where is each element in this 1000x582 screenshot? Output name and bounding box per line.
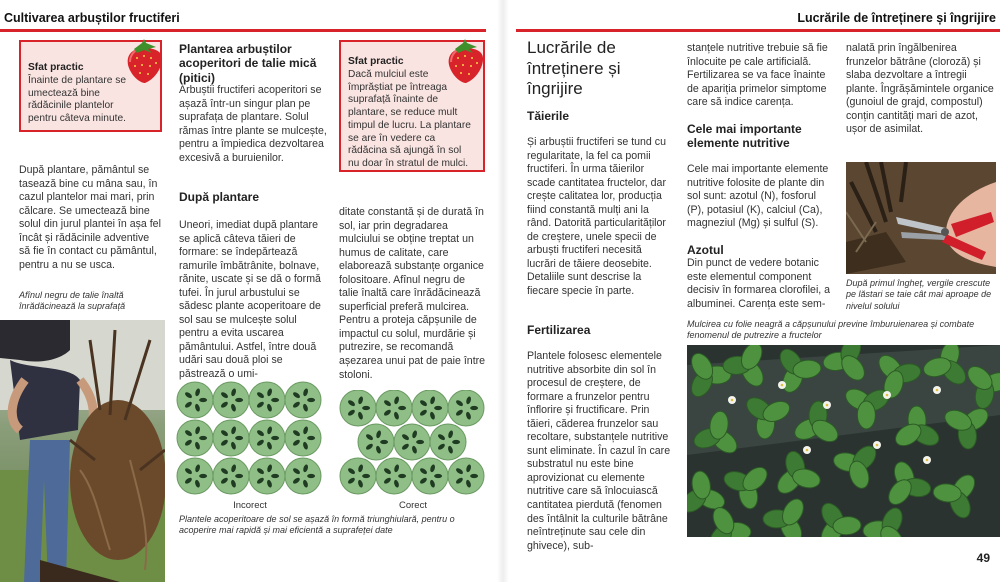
plant-circle bbox=[394, 424, 430, 460]
tip-text: Dacă mulciul este împrăștiat pe întreaga suprafață înainte de plantare, se reduce mult timpul de lucru. La plantare se are în vedere ca rădăcina să ajungă în sol nu doar în stratul de mulci. bbox=[348, 68, 471, 169]
fertilization-paragraph: Plantele folosesc elementele nutritive absorbite din sol în procesul de creștere, de formare a frunzelor pentru înflorire și fructificare. Prin tăieri, căderea frunzelor sau recoltare, substanțele nutritive sunt eliminate. În cazul în care substratul nu este bine aprovizionat cu elemente nutritive care să înlocuiască cantitatea pierdută (fenomen des întâlnit la culturile bătrâne neîntreținute sau cele din ghivece), sub- bbox=[527, 350, 671, 552]
section-title: Lucrările de întreținere și îngrijire bbox=[527, 38, 621, 99]
plant-circle bbox=[448, 458, 484, 494]
plant-circle bbox=[376, 390, 412, 426]
plant-circle bbox=[177, 382, 213, 418]
page-number: 49 bbox=[976, 551, 990, 565]
tip-title: Sfat practic bbox=[28, 62, 84, 73]
pruning-paragraph: Și arbuștii fructiferi se tund cu regularitate, la fel ca pomii fructiferi. În urma tăierilor scade cantitatea fructelor, dar crește calitatea lor, producția fiind constantă mulți ani la rând. Datorită particularităților de creștere, unele specii de arbuști fructiferi necesită lucrări de tăiere deosebite. Detaliile sunt descrise la fiecare specie în parte. bbox=[527, 136, 666, 298]
plant-circle bbox=[448, 390, 484, 426]
strawberry-icon bbox=[443, 38, 487, 84]
plant-circle bbox=[177, 420, 213, 456]
left-page-header: Cultivarea arbuștilor fructiferi bbox=[4, 11, 180, 25]
right-header-rule bbox=[516, 29, 1000, 32]
plant-circle bbox=[430, 424, 466, 460]
plant-circle bbox=[249, 382, 285, 418]
strawberry-icon bbox=[122, 38, 166, 84]
left-header-rule bbox=[0, 29, 486, 32]
col2-heading-planting: Plantarea arbuștilor acoperitori de talie mică (pitici) bbox=[179, 42, 317, 85]
page-gutter bbox=[497, 0, 509, 582]
plant-circle bbox=[358, 424, 394, 460]
plant-circle bbox=[340, 390, 376, 426]
plant-circle bbox=[412, 390, 448, 426]
blueberry-caption: Afînul negru de talie înaltă înrădăcinează la suprafață bbox=[19, 290, 126, 312]
heading-fertilization: Fertilizarea bbox=[527, 323, 591, 337]
plant-circle bbox=[249, 420, 285, 456]
grid-caption: Plantele acoperitoare de sol se așază în formă triunghiulară, pentru o acoperire mai rapidă și mai eficientă a suprafeței date bbox=[179, 514, 455, 536]
plant-circle bbox=[285, 458, 321, 494]
blueberry-planting-photo bbox=[0, 320, 165, 582]
heading-nutrients: Cele mai importante elemente nutritive bbox=[687, 122, 802, 151]
nitrogen-paragraph: Din punct de vedere botanic este elementul component decisiv în formarea clorofilei, a albuminei. Carența este sem- bbox=[687, 257, 831, 310]
mulch-caption: Mulcirea cu folie neagră a căpșunului previne îmburuienarea și combate fenomenul de putrezire a fructelor bbox=[687, 319, 975, 341]
pruning-caption: După primul îngheț, vergile crescute pe lăstari se taie cât mai aproape de nivelul solului bbox=[846, 278, 992, 311]
plant-circle bbox=[213, 458, 249, 494]
plant-circle bbox=[249, 458, 285, 494]
grid-label-correct: Corect bbox=[399, 500, 427, 511]
plant-circle bbox=[412, 458, 448, 494]
pruning-shears-photo bbox=[846, 162, 996, 274]
plant-circle bbox=[213, 420, 249, 456]
heading-pruning: Tăierile bbox=[527, 109, 570, 123]
nutrients-paragraph: Cele mai importante elemente nutritive folosite de plante din sol sunt: azotul (N), fosforul (P), potasiul (K), calciul (Ca), magneziul (Mg) și sulful (S). bbox=[687, 163, 829, 230]
right-page-header: Lucrările de întreținere și îngrijire bbox=[797, 11, 996, 25]
plant-circle bbox=[285, 382, 321, 418]
plant-circle bbox=[213, 382, 249, 418]
planting-grid-incorrect bbox=[175, 380, 325, 498]
col3-paragraph: ditate constantă și de durată în sol, iar prin degradarea mulciului se obține treptat un humus de calitate, care elaborează substanțe organice folositoare. Afînul negru de talie înaltă care înrădăcinează superficial preferă mulcirea. Pentru a proteja căpșunile de impactul cu solul, murdărie și putrezire, se recomandă așezarea unui pat de paie între stoloni. bbox=[339, 206, 486, 381]
col2-paragraph-2: Uneori, imediat după plantare se aplică câteva tăieri de formare: se îndepărtează ramurile îmbătrânite, bolnave, rănite, uscate și se dă o formă tufei. În jurul arbustului se sădesc plante acoperitoare de sol sau se mulcește solul pentru a evita uscarea pământului. Astfel, între două udări sau două ploi se păstrează o umi- bbox=[179, 219, 321, 381]
tip-title: Sfat practic bbox=[348, 56, 404, 67]
plant-circle bbox=[285, 420, 321, 456]
tip-text: Înainte de plantare se umectează bine rădăcinile plantelor pentru câteva minute. bbox=[28, 74, 126, 124]
heading-nitrogen: Azotul bbox=[687, 243, 724, 257]
plant-circle bbox=[340, 458, 376, 494]
plant-circle bbox=[376, 458, 412, 494]
col2-paragraph-1: Arbuștii fructiferi acoperitori se așază într-un singur plan pe suprafața de plantare. Solul rămas între plante se mulcește, pentru a împiedica dezvoltarea excesivă a buruienilor. bbox=[179, 84, 327, 164]
col5-top-paragraph: stanțele nutritive trebuie să fie înlocuite pe cale artificială. Fertilizarea se va face înainte de apariția primelor simptome care să indice carența. bbox=[687, 42, 828, 109]
col1-paragraph: După plantare, pământul se tasează bine cu mâna sau, în cazul plantelor mai mari, prin călcare. Se umectează bine solul din jurul plantei în așa fel încât și rădăcinile adventive să fie în contact cu pământul, pentru a nu se usca. bbox=[19, 164, 161, 271]
planting-grid-correct bbox=[338, 390, 488, 498]
plant-circle bbox=[177, 458, 213, 494]
strawberry-mulch-photo bbox=[687, 345, 1000, 537]
col2-heading-after-planting: După plantare bbox=[179, 190, 260, 204]
col6-paragraph: nalată prin îngălbenirea frunzelor bătrâne (cloroză) și slaba dezvoltare a întregii plante. Îngrășămintele organice (gunoiul de grajd, compostul) conțin cantități mari de azot, ușor de asimilat. bbox=[846, 42, 994, 136]
grid-label-incorrect: Incorect bbox=[233, 500, 267, 511]
